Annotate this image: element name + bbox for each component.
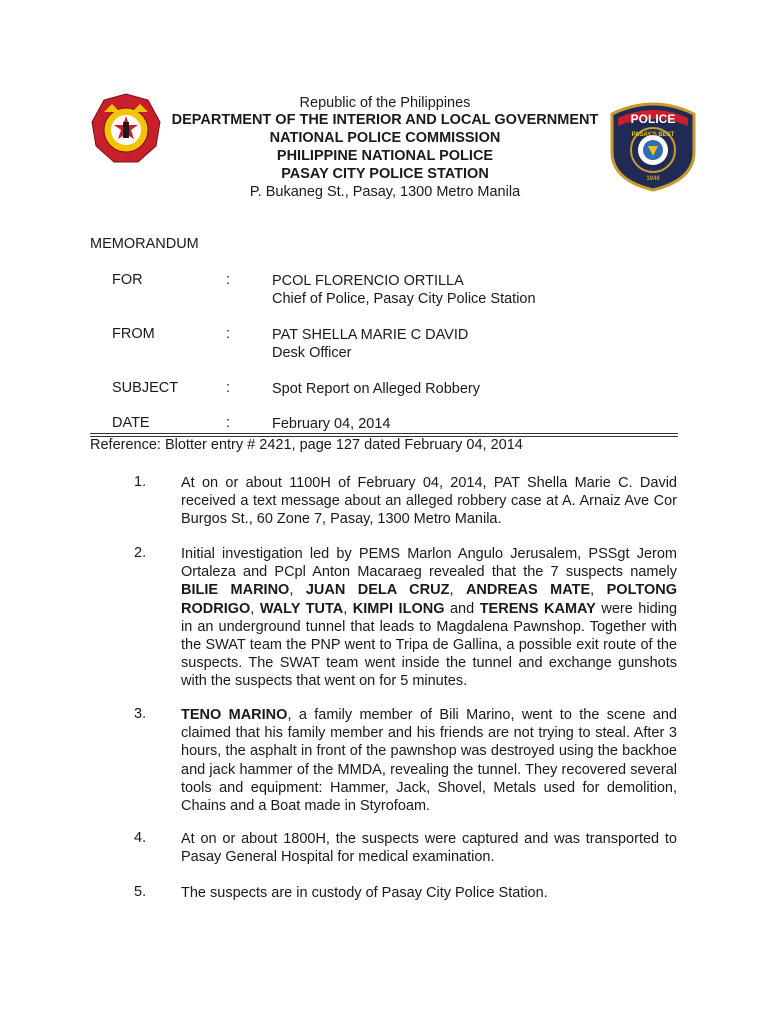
paragraph-text: , [343, 600, 353, 617]
subject-value: Spot Report on Alleged Robbery [272, 381, 480, 397]
suspect-name: TERENS KAMAY [479, 600, 596, 617]
paragraph-body [181, 884, 677, 902]
suspect-name: JUAN DELA CRUZ [305, 582, 450, 599]
header-station: PASAY CITY POLICE STATION [281, 166, 489, 182]
paragraph-text: and [444, 600, 480, 617]
from-label: FROM [112, 326, 155, 342]
paragraph-text: At on or about 1100H of February 04, 2014, PAT Shella Marie C. David received a text message about an alleged robbery case at A. Arnaiz Ave Cor Burgos St., 60 Zone 7, Pasay, 1300 Metro Manila. [181, 475, 677, 528]
header-pnp: PHILIPPINE NATIONAL POLICE [276, 148, 494, 164]
for-name: PCOL FLORENCIO ORTILLA [272, 273, 464, 289]
paragraph-body [181, 474, 677, 529]
date-colon: : [226, 415, 231, 431]
divider-rule [90, 433, 678, 434]
header-republic: Republic of the Philippines [299, 95, 471, 111]
for-label: FOR [112, 272, 143, 288]
from-title: Desk Officer [272, 345, 352, 361]
suspect-name: BILIE MARINO [181, 582, 290, 599]
paragraph-number: 3. [134, 706, 147, 722]
for-title: Chief of Police, Pasay City Police Station [272, 291, 536, 307]
paragraph-body [181, 830, 677, 866]
suspect-name: POLTONG RODRIGO [181, 582, 677, 617]
header-address: P. Bukaneg St., Pasay, 1300 Metro Manila [249, 184, 521, 200]
svg-text:POLICE: POLICE [630, 112, 676, 126]
suspect-name: WALY TUTA [259, 600, 344, 617]
svg-text:1946: 1946 [646, 176, 660, 182]
paragraph-text: , [449, 582, 466, 599]
from-name: PAT SHELLA MARIE C DAVID [272, 327, 469, 343]
date-value: February 04, 2014 [272, 416, 391, 432]
paragraph-number: 1. [134, 474, 147, 490]
subject-label: SUBJECT [112, 380, 179, 396]
paragraph-text: The suspects are in custody of Pasay City Police Station. [181, 885, 548, 901]
reference-line: Reference: Blotter entry # 2421, page 127 dated February 04, 2014 [90, 437, 523, 453]
from-colon: : [226, 326, 231, 342]
paragraph-text: Initial investigation led by PEMS Marlon Angulo Jerusalem, PSSgt Jerom Ortaleza and PCpl Anton Macaraeg revealed that the 7 suspects namely [181, 546, 677, 581]
paragraph-text: , [590, 582, 607, 599]
header-department: DEPARTMENT OF THE INTERIOR AND LOCAL GOVERNMENT [171, 112, 599, 128]
date-label: DATE [112, 415, 150, 431]
paragraph-body [181, 545, 677, 691]
suspect-name: ANDREAS MATE [465, 582, 591, 599]
header-commission: NATIONAL POLICE COMMISSION [269, 130, 501, 146]
paragraph-number: 4. [134, 830, 147, 846]
pasay-police-badge-logo [604, 96, 702, 192]
pnp-seal-logo [90, 92, 162, 164]
svg-text:PASAY'S BEST: PASAY'S BEST [631, 132, 675, 138]
suspect-name: TENO MARINO [181, 707, 288, 723]
paragraph-text: , [289, 582, 306, 599]
paragraph-number: 2. [134, 545, 147, 561]
memo-title: MEMORANDUM [90, 236, 199, 252]
paragraph-text: were hiding in an underground tunnel that leads to Magdalena Pawnshop. Together with the SWAT team the PNP went to Tripa de Gallina, a possible exit route of the suspects. The SWAT team went inside the tunnel and exchange gunshots with the suspects that went on for 5 minutes. [181, 600, 678, 690]
suspect-name: KIMPI ILONG [352, 600, 445, 617]
paragraph-text: , a family member of Bili Marino, went to the scene and claimed that his family member and his friends are not trying to steal. After 3 hours, the asphalt in front of the pawnshop was destroyed using the backhoe and jack hammer of the MMDA, revealing the tunnel. They recovered several tools and equipment: Hammer, Jack, Shovel, Metals used for demolition, Chains and a Boat made in Styrofoam. [181, 707, 677, 815]
paragraph-body [181, 706, 677, 815]
paragraph-text: , [250, 600, 260, 617]
subject-colon: : [226, 380, 231, 396]
paragraph-text: At on or about 1800H, the suspects were captured and was transported to Pasay General Hospital for medical examination. [181, 831, 677, 866]
for-colon: : [226, 272, 231, 288]
paragraph-number: 5. [134, 884, 147, 900]
